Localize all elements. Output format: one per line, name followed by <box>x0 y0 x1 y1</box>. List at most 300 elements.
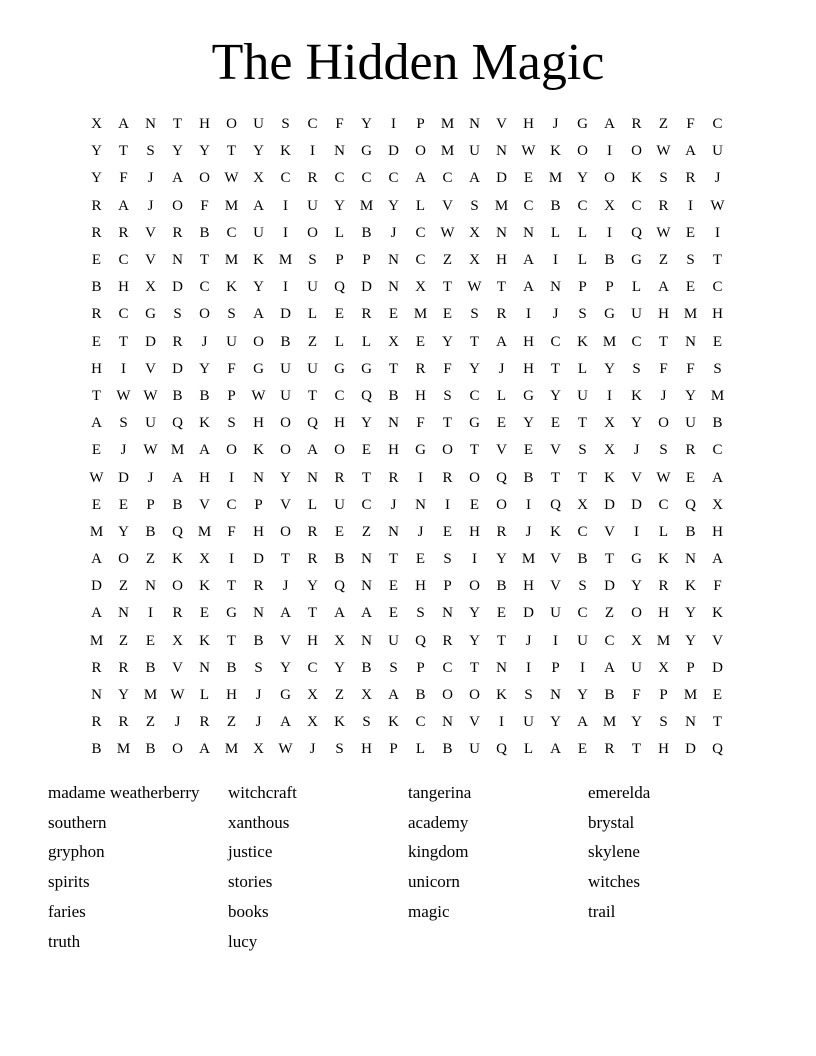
grid-letter: F <box>632 687 641 704</box>
grid-letter: A <box>361 605 372 622</box>
grid-letter: V <box>145 224 156 241</box>
grid-letter: I <box>526 659 531 676</box>
grid-letter: G <box>415 442 426 459</box>
grid-letter: G <box>523 387 534 404</box>
grid-letter: V <box>631 469 642 486</box>
grid-letter: D <box>91 578 102 595</box>
grid-letter: I <box>607 224 612 241</box>
grid-letter: N <box>253 469 264 486</box>
grid-letter: C <box>631 333 642 350</box>
grid-letter: C <box>307 116 318 133</box>
grid-letter: E <box>415 551 426 568</box>
grid-letter: J <box>309 741 316 758</box>
grid-letter: U <box>388 632 399 649</box>
grid-letter: M <box>224 252 239 269</box>
grid-letter: I <box>580 659 585 676</box>
grid-letter: I <box>283 197 288 214</box>
grid-letter: L <box>334 224 345 241</box>
grid-letter: T <box>226 143 237 160</box>
grid-letter: E <box>361 442 372 459</box>
grid-letter: T <box>550 360 561 377</box>
grid-row <box>83 682 731 709</box>
grid-letter: X <box>334 632 345 649</box>
grid-letter: H <box>199 116 210 133</box>
grid-letter: W <box>440 224 455 241</box>
grid-letter: C <box>442 659 453 676</box>
grid-letter: M <box>170 442 185 459</box>
grid-letter: A <box>199 741 210 758</box>
grid-letter: D <box>388 143 399 160</box>
grid-letter: Y <box>280 469 291 486</box>
grid-letter: T <box>631 741 642 758</box>
grid-letter: W <box>116 387 131 404</box>
grid-letter: Y <box>631 714 642 731</box>
grid-letter: S <box>389 659 398 676</box>
grid-letter: Y <box>550 387 561 404</box>
grid-letter: I <box>472 551 477 568</box>
grid-letter: I <box>283 224 288 241</box>
search-word: magic <box>408 901 450 921</box>
grid-letter: U <box>550 605 561 622</box>
grid-letter: T <box>388 360 399 377</box>
grid-letter: R <box>361 306 372 323</box>
grid-letter: T <box>226 578 237 595</box>
grid-letter: A <box>334 605 345 622</box>
grid-letter: N <box>172 252 183 269</box>
grid-letter: A <box>712 469 723 486</box>
grid-letter: T <box>712 252 723 269</box>
grid-letter: I <box>418 469 423 486</box>
grid-letter: C <box>550 333 561 350</box>
grid-letter: H <box>523 360 534 377</box>
grid-letter: K <box>631 387 642 404</box>
grid-letter: R <box>91 714 102 731</box>
grid-letter: K <box>631 170 642 187</box>
grid-letter: C <box>226 224 237 241</box>
grid-letter: T <box>280 551 291 568</box>
grid-letter: N <box>469 116 480 133</box>
grid-letter: U <box>469 741 480 758</box>
grid-letter: N <box>388 279 399 296</box>
grid-letter: Z <box>307 333 318 350</box>
grid-letter: Y <box>685 387 696 404</box>
grid-letter: R <box>685 442 696 459</box>
grid-letter: H <box>334 415 345 432</box>
grid-letter: O <box>442 442 453 459</box>
grid-letter: E <box>145 632 156 649</box>
grid-row <box>83 356 731 383</box>
grid-letter: Q <box>415 632 426 649</box>
grid-letter: R <box>253 578 264 595</box>
grid-letter: Y <box>280 659 291 676</box>
grid-letter: G <box>469 415 480 432</box>
grid-letter: W <box>656 143 671 160</box>
grid-letter: Y <box>253 143 264 160</box>
grid-row <box>83 736 731 763</box>
grid-letter: C <box>361 170 372 187</box>
grid-letter: R <box>172 605 183 622</box>
grid-letter: Y <box>91 143 102 160</box>
grid-letter: A <box>307 442 318 459</box>
grid-letter: E <box>577 741 588 758</box>
grid-letter: T <box>199 252 210 269</box>
grid-letter: I <box>715 224 720 241</box>
grid-letter: H <box>415 387 426 404</box>
grid-letter: V <box>496 116 507 133</box>
grid-letter: E <box>415 333 426 350</box>
grid-letter: V <box>442 197 453 214</box>
grid-letter: D <box>712 659 723 676</box>
grid-letter: A <box>118 116 129 133</box>
grid-letter: S <box>281 116 290 133</box>
grid-letter: B <box>199 387 210 404</box>
grid-letter: Y <box>577 687 588 704</box>
grid-letter: V <box>199 496 210 513</box>
grid-letter: G <box>280 687 291 704</box>
grid-letter: N <box>685 551 696 568</box>
grid-letter: Y <box>388 197 399 214</box>
grid-letter: B <box>199 224 210 241</box>
grid-letter: U <box>280 387 291 404</box>
grid-letter: C <box>577 605 588 622</box>
grid-letter: G <box>334 360 345 377</box>
grid-letter: U <box>577 387 588 404</box>
grid-letter: N <box>307 469 318 486</box>
grid-letter: F <box>416 415 425 432</box>
grid-letter: H <box>91 360 102 377</box>
letter-grid <box>83 111 731 764</box>
grid-letter: X <box>631 632 642 649</box>
grid-letter: L <box>577 224 588 241</box>
grid-letter: N <box>388 523 399 540</box>
grid-letter: C <box>361 496 372 513</box>
grid-letter: O <box>604 170 615 187</box>
grid-letter: Q <box>550 496 561 513</box>
grid-letter: H <box>307 632 318 649</box>
grid-letter: M <box>359 197 374 214</box>
grid-letter: I <box>553 632 558 649</box>
grid-letter: O <box>469 469 480 486</box>
grid-letter: P <box>254 496 263 513</box>
grid-letter: H <box>658 306 669 323</box>
grid-letter: K <box>280 143 291 160</box>
grid-letter: B <box>334 551 345 568</box>
grid-letter: X <box>145 279 156 296</box>
grid-letter: B <box>91 741 102 758</box>
grid-letter: I <box>283 279 288 296</box>
search-word: skylene <box>588 842 640 862</box>
grid-letter: T <box>469 333 480 350</box>
grid-letter: X <box>361 687 372 704</box>
grid-letter: Y <box>523 415 534 432</box>
word-column <box>48 778 228 956</box>
grid-letter: X <box>469 252 480 269</box>
grid-letter: A <box>604 659 615 676</box>
grid-letter: K <box>334 714 345 731</box>
grid-letter: J <box>255 714 262 731</box>
grid-letter: H <box>658 605 669 622</box>
grid-letter: O <box>280 442 291 459</box>
grid-letter: E <box>91 252 102 269</box>
grid-letter: K <box>604 469 615 486</box>
grid-letter: A <box>523 252 534 269</box>
grid-letter: O <box>280 415 291 432</box>
grid-letter: M <box>548 170 563 187</box>
grid-letter: R <box>631 116 642 133</box>
grid-letter: C <box>712 442 723 459</box>
grid-letter: O <box>658 415 669 432</box>
grid-letter: Y <box>469 632 480 649</box>
grid-letter: J <box>552 306 559 323</box>
grid-letter: Z <box>442 252 453 269</box>
grid-letter: A <box>496 333 507 350</box>
grid-letter: E <box>496 605 507 622</box>
grid-letter: C <box>631 197 642 214</box>
grid-letter: J <box>390 224 397 241</box>
grid-letter: T <box>604 551 615 568</box>
grid-letter: E <box>91 442 102 459</box>
grid-letter: A <box>523 279 534 296</box>
grid-letter: Z <box>226 714 237 731</box>
grid-letter: U <box>280 360 291 377</box>
grid-letter: T <box>469 659 480 676</box>
grid-letter: V <box>496 442 507 459</box>
grid-letter: Y <box>334 197 345 214</box>
page-title: The Hidden Magic <box>211 34 605 91</box>
grid-letter: H <box>361 741 372 758</box>
grid-letter: D <box>496 170 507 187</box>
grid-letter: E <box>442 306 453 323</box>
search-word: emerelda <box>588 783 651 802</box>
grid-letter: C <box>415 252 426 269</box>
grid-letter: B <box>172 496 183 513</box>
grid-letter: J <box>120 442 127 459</box>
grid-letter: D <box>172 360 183 377</box>
grid-letter: O <box>226 116 237 133</box>
grid-letter: B <box>712 415 723 432</box>
grid-letter: M <box>656 632 671 649</box>
grid-letter: U <box>334 496 345 513</box>
grid-letter: H <box>253 415 264 432</box>
search-word: southern <box>48 812 107 832</box>
grid-letter: O <box>334 442 345 459</box>
grid-letter: I <box>607 387 612 404</box>
grid-letter: I <box>553 252 558 269</box>
grid-letter: W <box>89 469 104 486</box>
grid-letter: N <box>442 714 453 731</box>
grid-letter: Y <box>118 523 129 540</box>
grid-letter: J <box>174 714 181 731</box>
grid-letter: O <box>469 687 480 704</box>
grid-letter: W <box>656 224 671 241</box>
grid-letter: C <box>523 197 534 214</box>
grid-letter: Q <box>172 415 183 432</box>
grid-letter: N <box>550 687 561 704</box>
grid-letter: R <box>172 224 183 241</box>
grid-letter: A <box>253 306 264 323</box>
grid-letter: Z <box>604 605 615 622</box>
grid-letter: E <box>685 469 696 486</box>
grid-letter: W <box>467 279 482 296</box>
grid-letter: X <box>658 659 669 676</box>
grid-letter: G <box>361 360 372 377</box>
grid-letter: T <box>118 333 129 350</box>
search-word: trail <box>588 901 616 921</box>
grid-letter: S <box>713 360 722 377</box>
grid-letter: M <box>440 143 455 160</box>
grid-letter: D <box>118 469 129 486</box>
grid-letter: A <box>712 551 723 568</box>
grid-letter: T <box>442 279 453 296</box>
grid-letter: Z <box>361 523 372 540</box>
grid-letter: D <box>361 279 372 296</box>
grid-letter: V <box>550 442 561 459</box>
grid-letter: O <box>172 578 183 595</box>
grid-letter: J <box>201 333 208 350</box>
search-word: justice <box>228 842 273 862</box>
grid-letter: W <box>656 469 671 486</box>
grid-letter: C <box>118 252 129 269</box>
grid-letter: K <box>685 578 696 595</box>
grid-letter: X <box>172 632 183 649</box>
grid-letter: W <box>170 687 185 704</box>
grid-letter: G <box>631 252 642 269</box>
grid-letter: M <box>683 306 698 323</box>
grid-letter: L <box>631 279 642 296</box>
grid-letter: M <box>413 306 428 323</box>
grid-letter: O <box>118 551 129 568</box>
grid-row <box>83 600 731 627</box>
grid-letter: E <box>388 578 399 595</box>
grid-letter: W <box>143 387 158 404</box>
grid-letter: O <box>199 306 210 323</box>
grid-letter: O <box>172 741 183 758</box>
grid-letter: A <box>91 415 102 432</box>
grid-letter: P <box>659 687 668 704</box>
grid-letter: D <box>604 578 615 595</box>
grid-letter: A <box>469 170 480 187</box>
search-word: truth <box>48 931 81 951</box>
grid-letter: M <box>521 551 536 568</box>
search-word: unicorn <box>408 872 460 892</box>
grid-letter: S <box>254 659 263 676</box>
grid-letter: V <box>550 578 561 595</box>
grid-letter: Y <box>469 605 480 622</box>
grid-letter: L <box>523 741 534 758</box>
grid-letter: B <box>361 659 372 676</box>
grid-letter: F <box>335 116 344 133</box>
grid-letter: R <box>199 714 210 731</box>
grid-letter: Y <box>199 360 210 377</box>
grid-letter: U <box>145 415 156 432</box>
grid-letter: S <box>470 197 479 214</box>
grid-letter: M <box>224 741 239 758</box>
grid-letter: I <box>607 143 612 160</box>
grid-letter: S <box>119 415 128 432</box>
grid-letter: O <box>172 197 183 214</box>
grid-letter: A <box>280 714 291 731</box>
grid-letter: R <box>307 551 318 568</box>
grid-letter: Y <box>550 714 561 731</box>
grid-letter: N <box>145 578 156 595</box>
grid-letter: C <box>658 496 669 513</box>
grid-row <box>83 111 731 138</box>
grid-letter: Y <box>91 170 102 187</box>
word-column <box>408 778 588 956</box>
grid-letter: T <box>658 333 669 350</box>
grid-letter: H <box>658 741 669 758</box>
grid-row <box>83 709 731 736</box>
grid-letter: T <box>442 415 453 432</box>
search-word: witches <box>588 872 640 892</box>
grid-letter: E <box>496 415 507 432</box>
grid-letter: V <box>469 714 480 731</box>
grid-letter: F <box>443 360 452 377</box>
grid-letter: A <box>604 116 615 133</box>
grid-letter: Y <box>685 605 696 622</box>
grid-row <box>83 628 731 655</box>
grid-letter: E <box>523 442 534 459</box>
grid-letter: M <box>143 687 158 704</box>
grid-letter: Y <box>577 170 588 187</box>
grid-letter: L <box>496 387 507 404</box>
grid-letter: S <box>578 578 587 595</box>
grid-letter: H <box>226 687 237 704</box>
grid-letter: N <box>145 116 156 133</box>
grid-letter: R <box>442 469 453 486</box>
grid-letter: U <box>685 415 696 432</box>
grid-letter: Y <box>685 632 696 649</box>
grid-letter: J <box>714 170 721 187</box>
grid-letter: C <box>199 279 210 296</box>
grid-letter: B <box>388 387 399 404</box>
grid-letter: I <box>229 551 234 568</box>
grid-letter: R <box>307 523 318 540</box>
grid-letter: K <box>199 578 210 595</box>
grid-letter: J <box>552 116 559 133</box>
grid-letter: D <box>145 333 156 350</box>
grid-letter: B <box>523 469 534 486</box>
grid-letter: W <box>143 442 158 459</box>
grid-letter: R <box>496 306 507 323</box>
grid-letter: J <box>525 632 532 649</box>
grid-letter: H <box>118 279 129 296</box>
grid-letter: M <box>602 714 617 731</box>
grid-letter: E <box>550 415 561 432</box>
grid-letter: N <box>685 714 696 731</box>
grid-letter: T <box>496 279 507 296</box>
grid-letter: Q <box>307 415 318 432</box>
grid-letter: T <box>577 469 588 486</box>
grid-letter: G <box>631 551 642 568</box>
grid-letter: E <box>91 333 102 350</box>
grid-letter: X <box>469 224 480 241</box>
grid-letter: Z <box>145 714 156 731</box>
grid-letter: I <box>526 306 531 323</box>
grid-letter: K <box>226 279 237 296</box>
search-word: witchcraft <box>228 783 297 802</box>
grid-letter: L <box>307 306 318 323</box>
grid-letter: M <box>602 333 617 350</box>
grid-letter: F <box>686 360 695 377</box>
grid-letter: S <box>686 252 695 269</box>
grid-letter: M <box>89 523 104 540</box>
grid-letter: A <box>253 197 264 214</box>
grid-letter: U <box>307 197 318 214</box>
grid-letter: Q <box>361 387 372 404</box>
grid-letter: Y <box>631 415 642 432</box>
grid-letter: K <box>712 605 723 622</box>
